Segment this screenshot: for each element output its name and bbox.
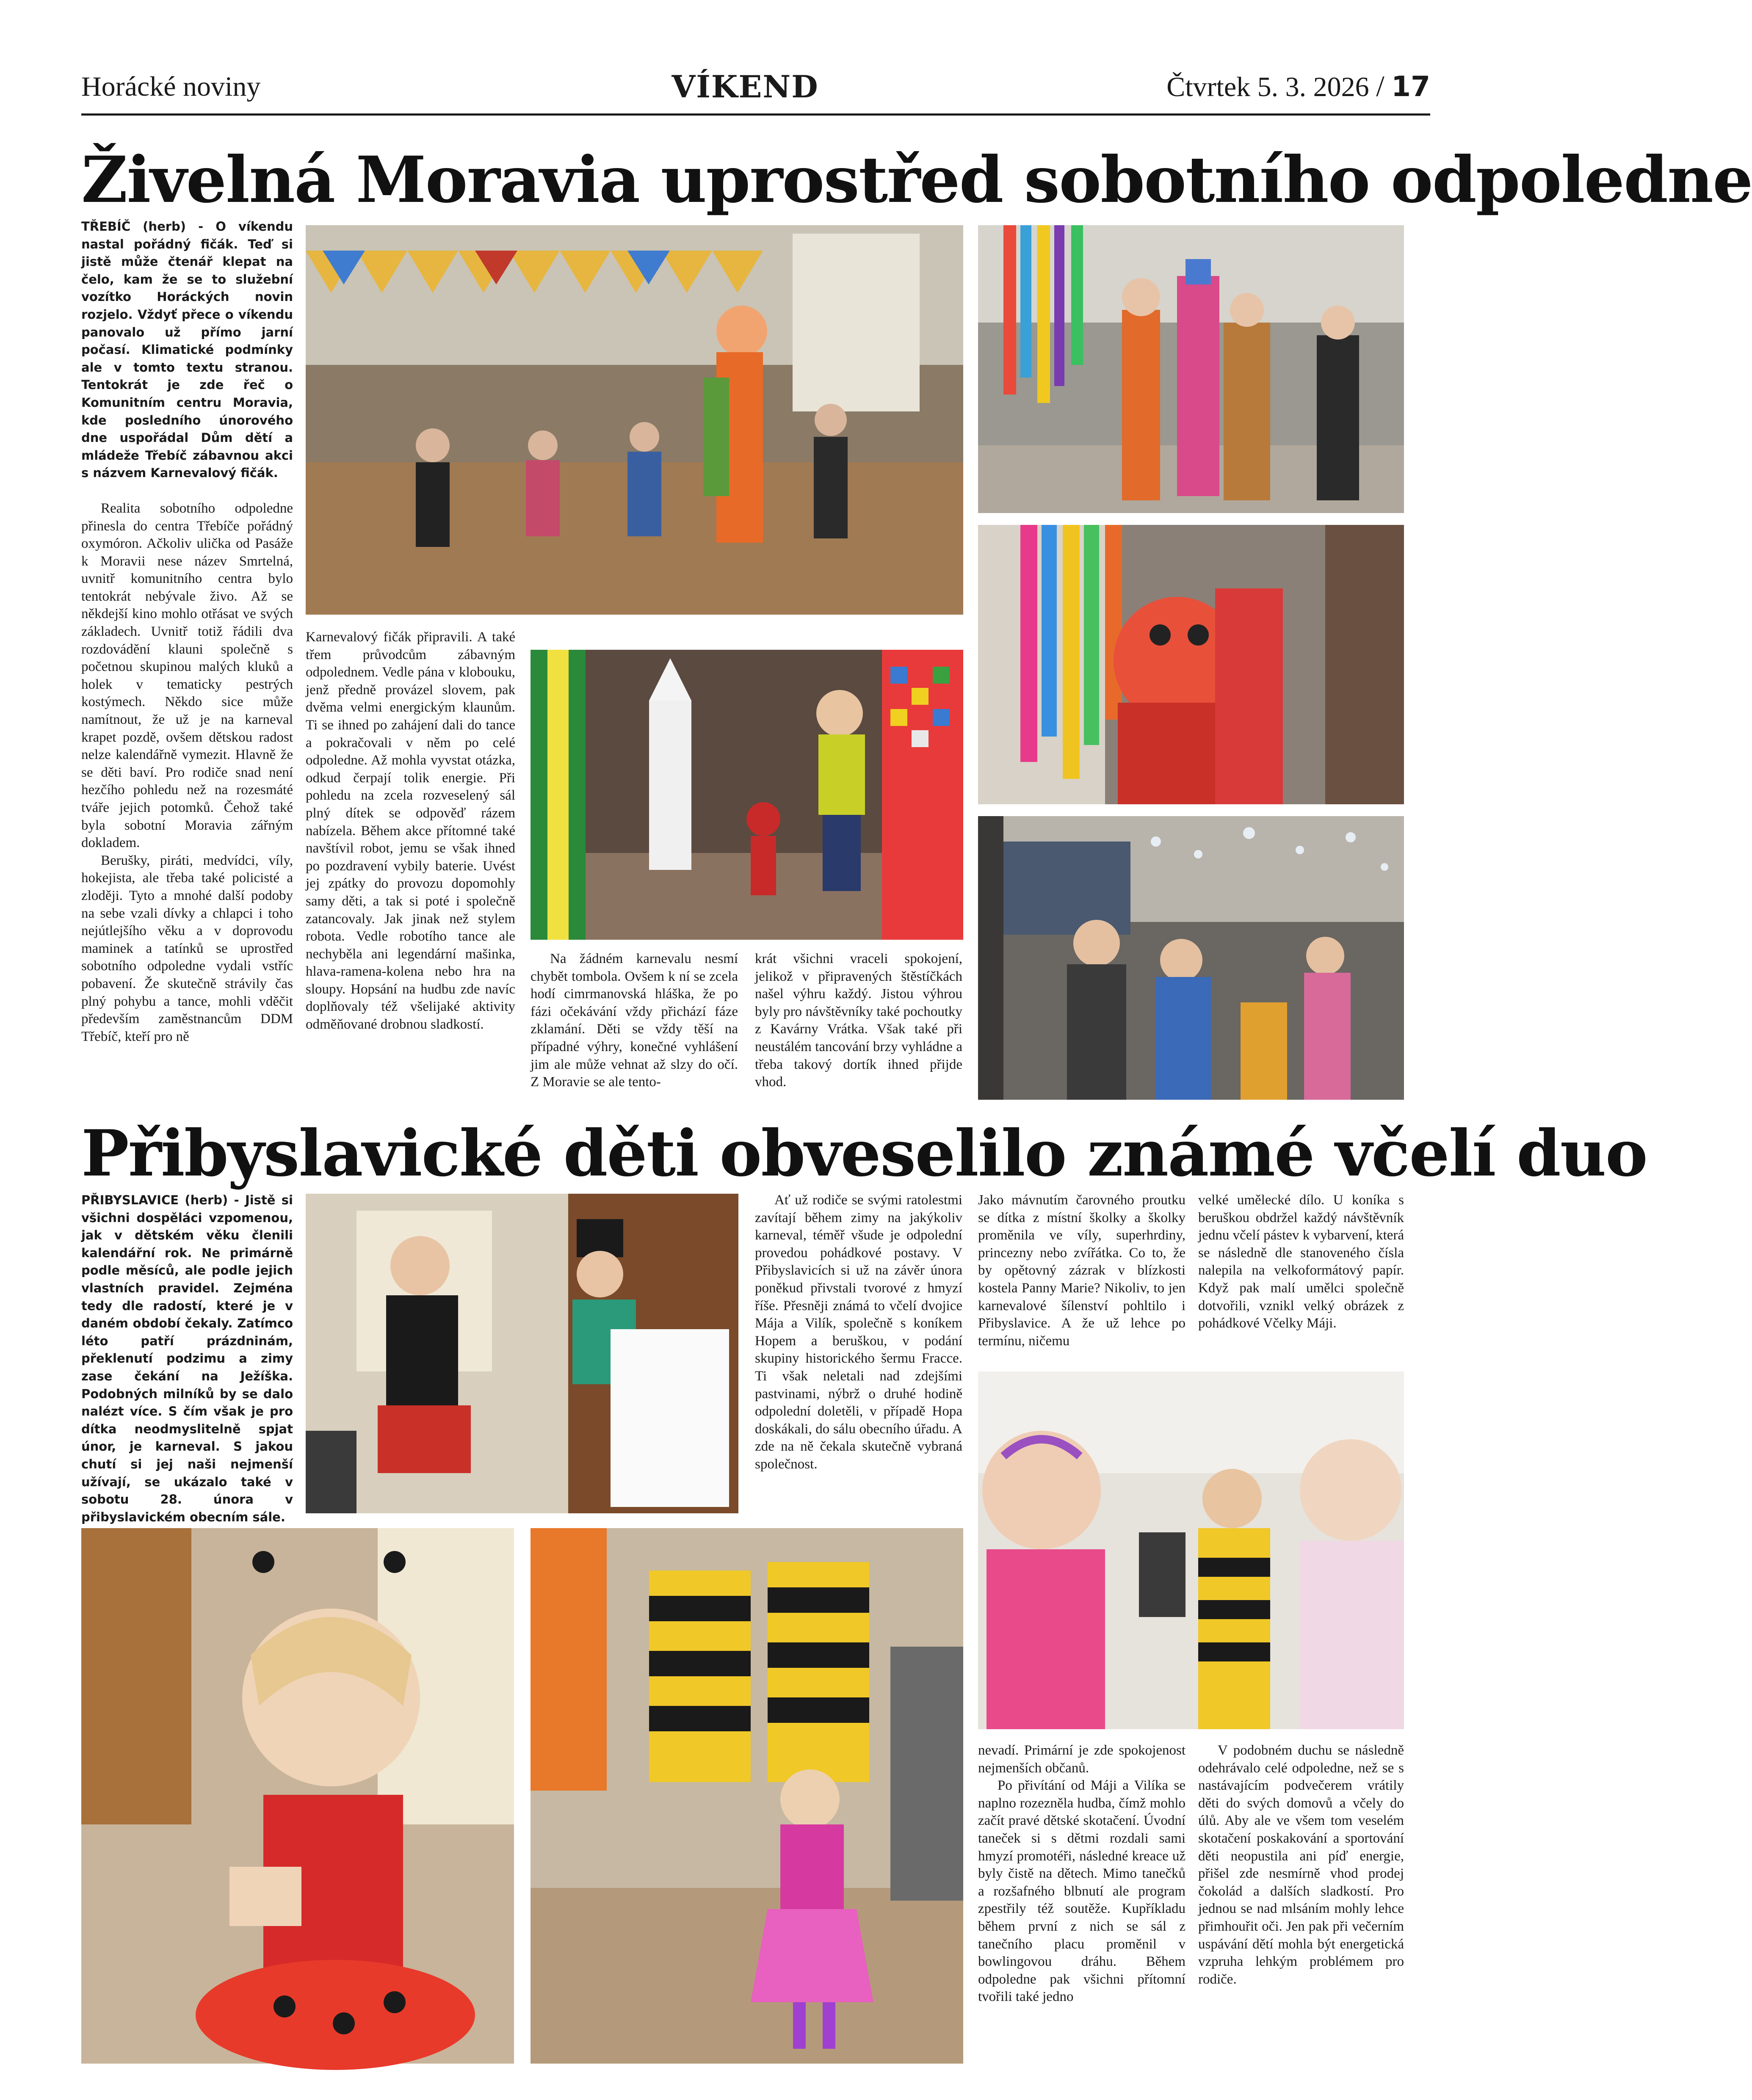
photo-fairy-girl-bees bbox=[531, 1528, 963, 2064]
article2-column-3 bbox=[978, 1192, 1186, 1361]
article2-paragraph: Po přivítání od Máji a Vilíka se naplno rozezněla hudba, čímž mohlo začít pravé dětské skotačení. Úvodní taneček si s dětmi rozdali sami hmyzí promotéři, následné kreace už byly čistě na dětech. Mimo tanečků a rozšafného blbnutí ale program zpestřily též soutěže. Kupříkladu během první z nich se sál z tanečního placu proměnil v bowlingovou dráhu. Během odpoledne pak všichni přítomní tvořili také jedno bbox=[978, 1778, 1186, 2005]
article1-column-2 bbox=[306, 629, 515, 1113]
article2-column-1 bbox=[81, 1192, 293, 1528]
article2-headline: Přibyslavické děti obveselilo známé včelí duo bbox=[81, 1116, 1647, 1191]
article2-paragraph: velké umělecké dílo. U koníka s beruškou obdržel každý návštěvník jednu včelí pástev k vybarvení, která se následně dle stanoveného čísla nalepila na velkoformátový papír. Když pak malí umělci společně dotvořili, vznikl velký obrázek z pohádkové Včelky Máji. bbox=[1198, 1192, 1404, 1331]
article1-paragraph: krát všichni vraceli spokojení, jelikož v připravených štěstíčkách našel výhru každý. Jistou výhrou byly pro návštěvníky také pochoutky z Kavárny Vrátka. Však také při neustálém tancování brzy vyhládne a třeba takový dortík ihned přijde vhod. bbox=[755, 951, 962, 1090]
article1-column-3 bbox=[531, 950, 738, 1113]
header-rule bbox=[81, 113, 1430, 116]
article1-paragraph: Na žádném karnevalu nesmí chybět tombola. Ovšem k ní se zcela hodí cimrmanovská hláška, že po fázi očekávání vždy přichází fáze zklamání. Děti se vždy těší na případné výhry, konečné vyhlášení jim ale může vehnat až slzy do očí. Z Moravie se ale tento- bbox=[531, 951, 738, 1090]
article1-column-4 bbox=[755, 950, 962, 1113]
photo-clown-closeup bbox=[978, 525, 1404, 804]
photo-bee-duo bbox=[306, 1194, 738, 1513]
article1-headline: Živelná Moravia uprostřed sobotního odpoledne bbox=[81, 143, 1752, 217]
article2-column-6 bbox=[1198, 1742, 1404, 2064]
issue-info bbox=[1166, 68, 1430, 106]
article2-column-2 bbox=[755, 1192, 962, 1518]
page-number: 17 bbox=[1391, 70, 1430, 103]
article1-paragraph: Realita sobotního odpoledne přinesla do centra Třebíče pořádný oxymóron. Ačkoliv ulička od Pasáže k Moravii nese název Smrtelná, uvnitř komunitního centra bylo tentokrát nebývale živo. Až se někdejší kino mohlo otřásat ve svých základech. Uvnitř totiž řádili dva rozdovádění klauni společně s početnou skupinou malých kluků a holek v tematicky pestrých kostýmech. Někdo sice může namítnout, že už je na karneval krapet pozdě, ovšem dětskou radost nelze kalendářně vymezit. Hlavně že se děti baví. Pro rodiče snad není hezčího pohledu než na rozesmáté tváře jejich potomků. Čehož také byla sobotní Moravia zářným dokladem. bbox=[81, 500, 293, 851]
article1-column-1 bbox=[81, 218, 293, 1094]
issue-separator: / bbox=[1376, 70, 1384, 103]
article2-paragraph: Jako mávnutím čarovného proutku se dítka z místní školky a školky proměnila ve víly, superhrdiny, princezny nebo zvířátka. Co to, že by opětovný zázrak v blízkosti kostela Panny Marie? Nikoliv, to jen karnevalové šílenství pohltilo i Přibyslavice. A že už lehce po termínu, ničemu bbox=[978, 1192, 1186, 1349]
article1-lead: TŘEBÍČ (herb) - O víkendu nastal pořádný fičák. Teď si jistě může čtenář klepat na čelo, kam že se to služební vozítko Horáckých novin rozjelo. Vždyť přece o víkendu panovalo už přímo jarní počasí. Klimatické podmínky ale v tomto textu stranou. Tentokrát je zde řeč o Komunitním centru Moravia, kde posledního únorového dne uspořádal Dům dětí a mládeže Třebíč zábavnou akci s názvem Karnevalový fičák. bbox=[81, 219, 293, 480]
article2-paragraph: V podobném duchu se následně odehrávalo celé odpoledne, než se s nastávajícím podvečerem vrátily děti do svých domovů a včely do úlů. Aby ale ve všem tom veselém skotačení poskakování a sportování děti neopustila ani píď energie, přišel zde nesmírně vhod prodej čokolád a dalších sladkostí. Pro jednou se nad mlsáním mohly lehce přimhouřit oči. Jen pak při večerním uspávání dětí mohla být energetická vzpruha lehkým problémem pro rodiče. bbox=[1198, 1743, 1404, 1987]
article2-column-5 bbox=[978, 1742, 1186, 2064]
photo-clowns-dancing bbox=[978, 225, 1404, 513]
publication-name: Horácké noviny bbox=[81, 71, 261, 102]
photo-bubbles-crowd bbox=[978, 816, 1404, 1100]
article2-column-4 bbox=[1198, 1192, 1404, 1361]
article1-paragraph: Karnevalový fičák připravili. A také třem průvodcům zábavným odpolednem. Vedle pána v klobouku, jenž předně provázel slovem, pak dvěma velmi energickým klaunům. Ti se ihned po zahájení dali do tance a pokračovali v něm po celé odpoledne. Až mohla vyvstat otázka, odkud čerpají tolik energie. Při pohledu na zcela rozveselený sál plný dítek se odpověď rázem nabízela. Během akce přítomné také navštívil robot, jemu se však ihned po pozdravení vybily baterie. Uvést jej zpátky do provozu dopomohly samy děti, a tak si poté i společně zatancovaly. Jak jinak než stylem robota. Vedle robotího tance ale nechyběla ani legendární mašinka, hlava-ramena-kolena nebo hra na sloupy. Hopsání na hudbu zde navíc doplňovaly též všelijaké aktivity odměňované drobnou sladkostí. bbox=[306, 629, 515, 1032]
photo-ladybug-girl bbox=[81, 1528, 514, 2064]
photo-children-costumes bbox=[531, 650, 963, 940]
photo-face-painted-children bbox=[978, 1371, 1404, 1729]
article1-paragraph: Berušky, piráti, medvídci, víly, hokejista, ale třeba také policisté a zloději. Tyto a mnohé další podoby na sebe vzali dívky a chlapci i toho nejútlejšího věku a v doprovodu maminek a tatínků se uprostřed sobotního odpoledne vydali vstříc pobavení. Že skutečně strávily čas plný pohybu a tance, mohli vděčit především zaměstnancům DDM Třebíč, kteří pro ně bbox=[81, 853, 293, 1044]
section-title: VÍKEND bbox=[672, 69, 819, 105]
article2-paragraph: nevadí. Primární je zde spokojenost nejmenších občanů. bbox=[978, 1743, 1186, 1776]
photo-carnival-hall bbox=[306, 225, 963, 615]
issue-date: Čtvrtek 5. 3. 2026 bbox=[1166, 72, 1369, 102]
article2-lead: PŘIBYSLAVICE (herb) - Jistě si všichni dospěláci vzpomenou, jak v dětském věku členili kalendářní rok. Ne primárně podle měsíců, ale podle jejich vlastních pravidel. Zejména tedy dle radostí, které je v daném období čekaly. Zatímco léto patří prázdninám, překlenutí podzimu a zimy zase čekání na Ježíška. Podobných milníků by se dalo nalézt více. S čím však je pro dítka neodmyslitelně spjat únor, je karneval. S jakou chutí si jej naši nejmenší užívají, se ukázalo také v sobotu 28. února v přibyslavickém obecním sále. bbox=[81, 1193, 293, 1524]
article2-paragraph: Ať už rodiče se svými ratolestmi zavítají během zimy na jakýkoliv karneval, téměř všude je odpolední provedou pohádkové postavy. V Přibyslavicích si už na závěr února poněkud přivstali tvorové z hmyzí říše. Přesněji známá to včelí dvojice Mája a Vilík, společně s koníkem Hopem a beruškou, v podání skupiny historického šermu Fracce. Ti však neletali nad zdejšími pastvinami, nýbrž o druhé hodině odpolední doletěli, v případě Hopa doskákali, do sálu obecního úřadu. A zde na ně čekala skutečně vybraná společnost. bbox=[755, 1192, 962, 1472]
